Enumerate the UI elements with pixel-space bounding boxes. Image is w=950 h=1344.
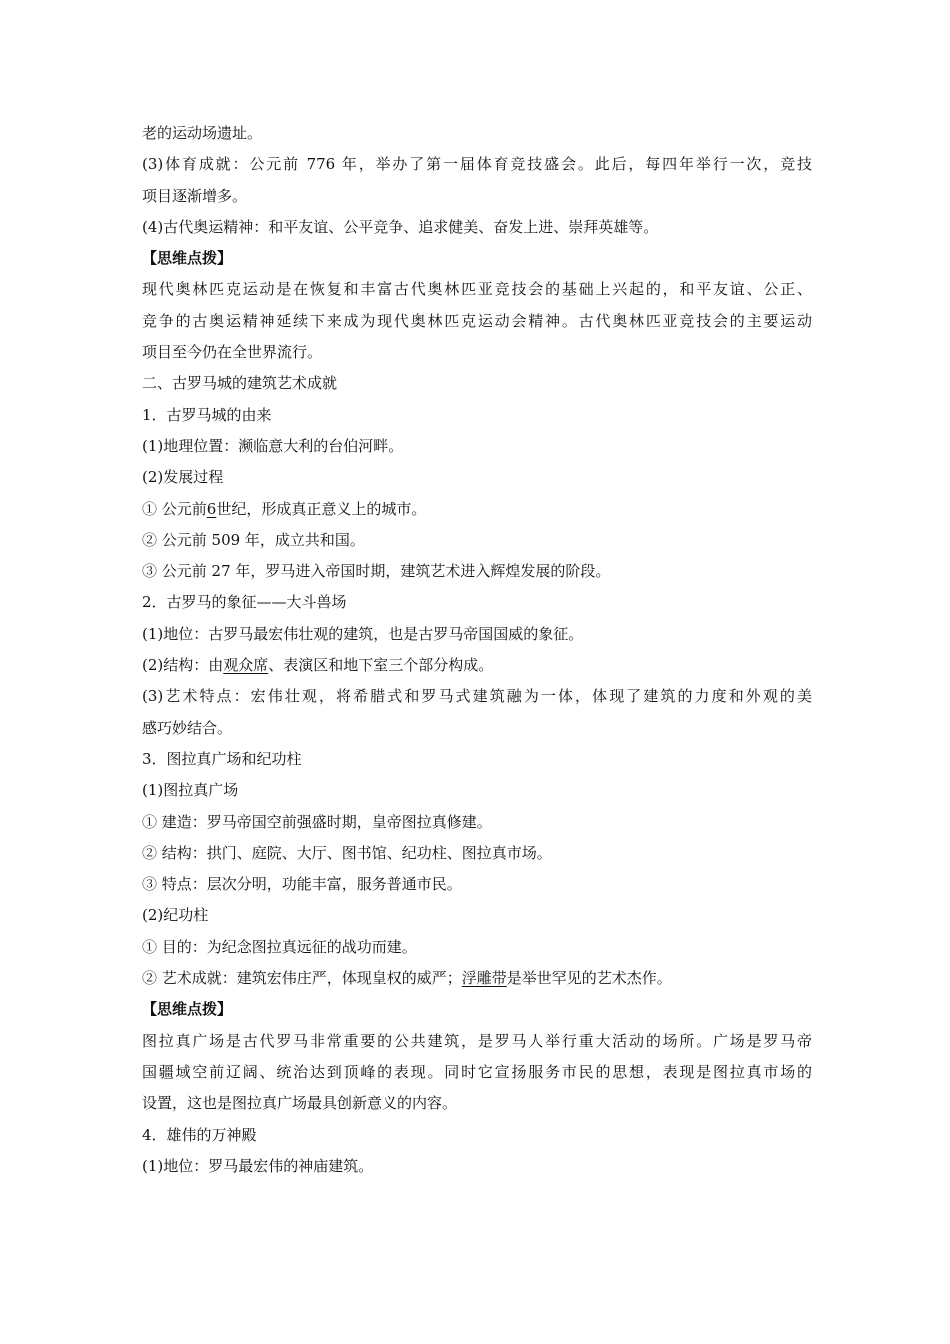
text-line: 图拉真广场是古代罗马非常重要的公共建筑，是罗马人举行重大活动的场所。广场是罗马帝: [142, 1031, 812, 1050]
text-line: 感巧妙结合。: [142, 718, 233, 737]
text-line: 老的运动场遗址。: [142, 124, 263, 142]
text-line: 现代奥林匹克运动是在恢复和丰富古代奥林匹亚竞技会的基础上兴起的，和平友谊、公正、: [142, 280, 812, 299]
text-line: (1)地位：古罗马最宏伟壮观的建筑，也是古罗马帝国国威的象征。: [142, 624, 584, 643]
subsection-title: 3．图拉真广场和纪功柱: [142, 749, 302, 768]
text-line: (2)发展过程: [142, 468, 224, 487]
underlined-answer: 浮雕带: [461, 969, 507, 988]
text-line: ③ 公元前 27 年，罗马进入帝国时期，建筑艺术进入辉煌发展的阶段。: [142, 562, 611, 581]
document-body: [142, 118, 812, 1182]
text-segment: 世纪，形成真正意义上的城市。: [216, 499, 427, 518]
text-line: (4)古代奥运精神：和平友谊、公平竞争、追求健美、奋发上进、崇拜英雄等。: [142, 217, 659, 236]
text-segment: ① 公元前: [142, 499, 207, 518]
text-line: (2)纪功柱: [142, 906, 209, 925]
text-segment: 、表演区和地下室三个部分构成。: [268, 656, 494, 675]
text-line: 竞争的古奥运精神延续下来成为现代奥林匹克运动会精神。古代奥林匹亚竞技会的主要运动: [142, 311, 812, 330]
text-line: ① 目的：为纪念图拉真远征的战功而建。: [142, 937, 417, 956]
text-line: [142, 963, 812, 994]
text-line: 项目逐渐增多。: [142, 186, 248, 205]
text-segment: 是举世罕见的艺术杰作。: [506, 969, 672, 988]
text-line: (1)图拉真广场: [142, 781, 239, 800]
underlined-answer: 6: [206, 499, 217, 518]
text-line: (1)地理位置：濒临意大利的台伯河畔。: [142, 436, 404, 455]
section-heading: 【思维点拨】: [142, 249, 233, 268]
text-line: (3)艺术特点：宏伟壮观，将希腊式和罗马式建筑融为一体，体现了建筑的力度和外观的美: [142, 687, 812, 706]
text-line: [142, 494, 812, 525]
subsection-title: 4．雄伟的万神殿: [142, 1125, 257, 1144]
text-line: (1)地位：罗马最宏伟的神庙建筑。: [142, 1156, 374, 1175]
text-line: 设置，这也是图拉真广场最具创新意义的内容。: [142, 1094, 458, 1113]
text-line: ② 结构：拱门、庭院、大厅、图书馆、纪功柱、图拉真市场。: [142, 843, 552, 862]
underlined-answer: 观众席: [223, 656, 269, 675]
text-segment: ② 艺术成就：建筑宏伟庄严，体现皇权的威严；: [142, 969, 462, 988]
text-line: [142, 650, 812, 681]
text-line: 项目至今仍在全世界流行。: [142, 343, 323, 362]
section-title: 二、古罗马城的建筑艺术成就: [142, 374, 338, 393]
text-segment: (2)结构：由: [142, 656, 224, 675]
text-line: ③ 特点：层次分明，功能丰富，服务普通市民。: [142, 875, 462, 894]
text-line: ② 公元前 509 年，成立共和国。: [142, 530, 365, 549]
text-line: ① 建造：罗马帝国空前强盛时期，皇帝图拉真修建。: [142, 812, 492, 831]
text-line: (3)体育成就：公元前 776 年，举办了第一届体育竞技盛会。此后，每四年举行一次，竞技: [142, 155, 812, 174]
subsection-title: 2．古罗马的象征——大斗兽场: [142, 593, 347, 612]
text-line: 国疆域空前辽阔、统治达到顶峰的表现。同时它宣扬服务市民的思想，表现是图拉真市场的: [142, 1062, 812, 1081]
subsection-title: 1．古罗马城的由来: [142, 405, 272, 424]
section-heading: 【思维点拨】: [142, 1000, 233, 1019]
